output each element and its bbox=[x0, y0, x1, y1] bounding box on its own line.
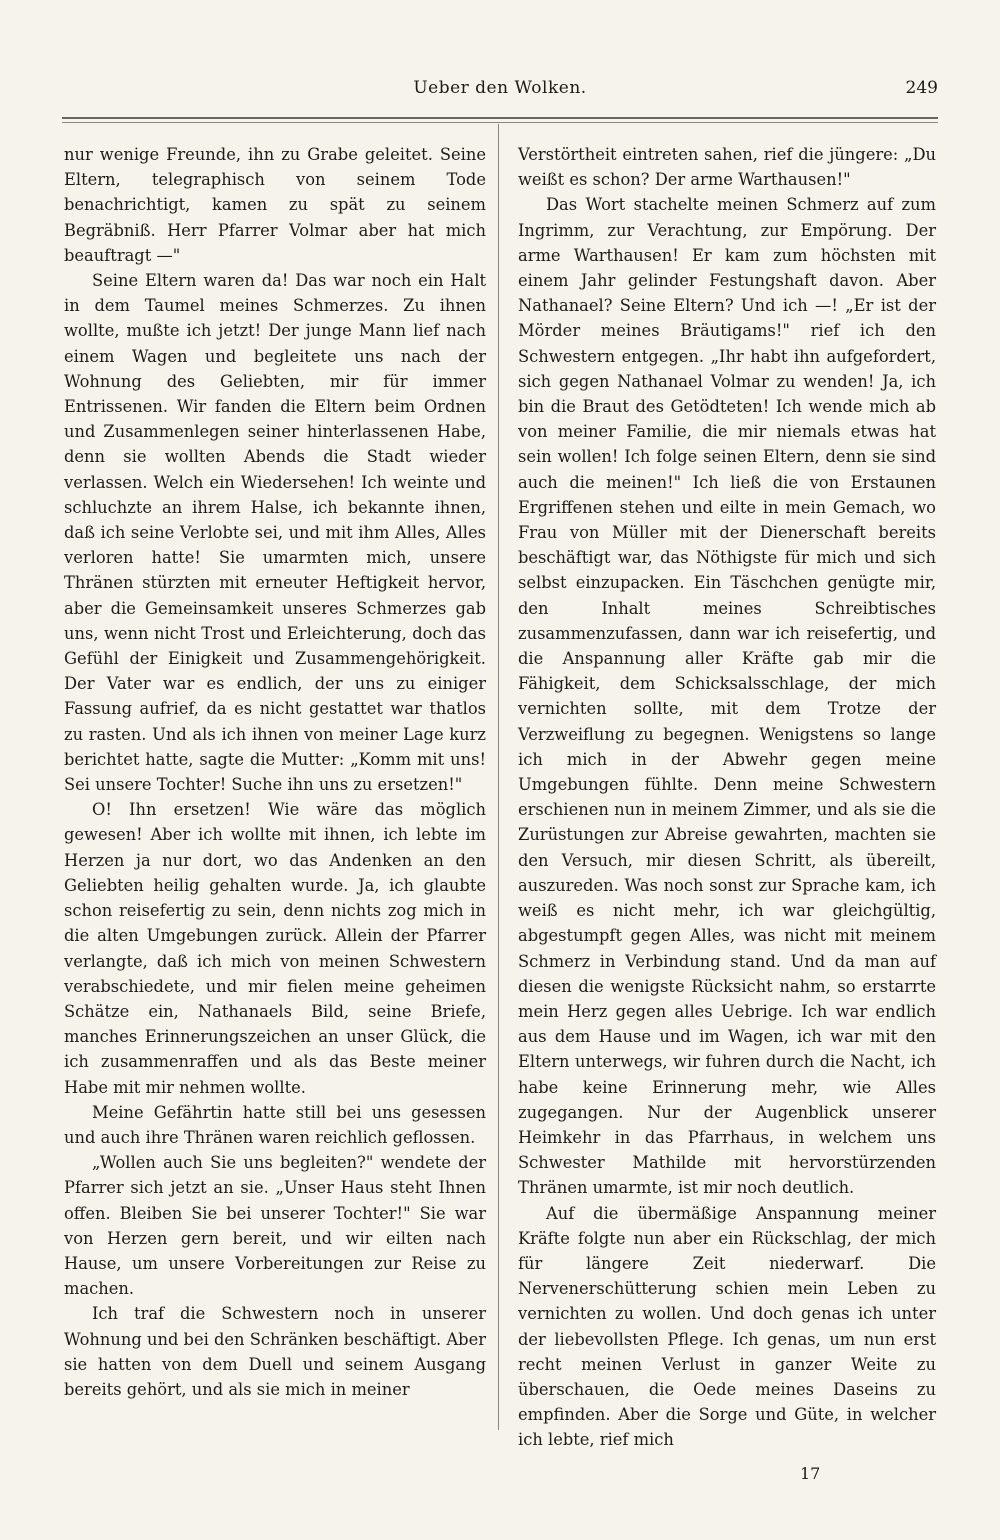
left-column bbox=[64, 142, 486, 1402]
right-column bbox=[518, 142, 936, 1453]
column-divider bbox=[498, 124, 499, 1430]
paragraph: Seine Eltern waren da! Das war noch ein Halt in dem Taumel meines Schmerzes. Zu ihnen wollte, mußte ich jetzt! Der junge Mann lief nach einem Wagen und begleitete uns nach der Wohnung des Geliebten, mir für immer Entrissenen. Wir fanden die Eltern beim Ordnen und Zusammenlegen seiner hinterlassenen Habe, denn sie wollten Abends die Stadt wieder verlassen. Welch ein Wiedersehen! Ich weinte und schluchzte an ihrem Halse, ich bekannte ihnen, daß ich seine Verlobte sei, und mit ihm Alles, Alles verloren hatte! Sie umarmten mich, unsere Thränen stürzten mit erneuter Heftigkeit hervor, aber die Gemeinsamkeit unseres Schmerzes gab uns, wenn nicht Trost und Erleichterung, doch das Gefühl der Einigkeit und Zusammengehörigkeit. Der Vater war es endlich, der uns zu einiger Fassung aufrief, da es nicht gestattet war thatlos zu rasten. Und als ich ihnen von meiner Lage kurz berichtet hatte, sagte die Mutter: „Komm mit uns! Sei unsere Tochter! Suche ihn uns zu ersetzen!" bbox=[64, 271, 486, 795]
paragraph: Ich traf die Schwestern noch in unserer Wohnung und bei den Schränken beschäftigt. Aber sie hatten von dem Duell und seinem Ausgang bereits gehört, und als sie mich in meiner bbox=[64, 1304, 487, 1399]
running-title: Ueber den Wolken. bbox=[413, 78, 587, 98]
paragraph: nur wenige Freunde, ihn zu Grabe geleitet. Seine Eltern, telegraphisch von seinem Tode benachrichtigt, kamen zu spät zu seinem Begräbniß. Herr Pfarrer Volmar aber hat mich beauftragt —" bbox=[64, 145, 486, 265]
paragraph: Das Wort stachelte meinen Schmerz auf zum Ingrimm, zur Verachtung, zur Empörung. Der arme Warthausen! Er kam zum höchsten mit einem Jahr gelinder Festungshaft davon. Aber Nathanael? Seine Eltern? Und ich —! „Er ist der Mörder meines Bräutigams!" rief ich den Schwestern entgegen. „Ihr habt ihn aufgefordert, sich gegen Nathanael Volmar zu wenden! Ja, ich bin die Braut des Getödteten! Ich wende mich ab von meiner Familie, die mir niemals etwas hat sein wollen! Ich folge seinen Eltern, denn sie sind auch die meinen!" Ich ließ die von Erstaunen Ergriffenen stehen und eilte in mein Gemach, wo Frau von Müller mit der Dienerschaft bereits beschäftigt war, das Nöthigste für mich und sich selbst einzupacken. Ein Täschchen genügte mir, den Inhalt meines Schreibtisches zusammenzufassen, dann war ich reisefertig, und die Anspannung aller Kräfte gab mir die Fähigkeit, dem Schicksalsschlage, der mich vernichten sollte, mit dem Trotze der Verzweiflung zu begegnen. Wenigstens so lange ich mich in der Abwehr gegen meine Umgebungen fühlte. Denn meine Schwestern erschienen nun in meinem Zimmer, und als sie die Zurüstungen zur Abreise gewahrten, machten sie den Versuch, mir diesen Schritt, als übereilt, auszureden. Was noch sonst zur Sprache kam, ich weiß es nicht mehr, ich war gleichgültig, abgestumpft gegen Alles, was nicht mit meinem Schmerz in Verbindung stand. Und da man auf diesen die wenigste Rücksicht nahm, so erstarrte mein Herz gegen alles Uebrige. Ich war endlich aus dem Hause und im Wagen, ich war mit den Eltern unterwegs, wir fuhren durch die Nacht, ich habe keine Erinnerung mehr, wie Alles zugegangen. Nur der Augenblick unserer Heimkehr in das Pfarrhaus, in welchem uns Schwester Mathilde mit hervorstürzenden Thränen umarmte, ist mir noch deutlich. bbox=[518, 195, 936, 1198]
paragraph: „Wollen auch Sie uns begleiten?" wendete der Pfarrer sich jetzt an sie. „Unser Haus steht Ihnen offen. Bleiben Sie bei unserer Tochter!" Sie war von Herzen gern bereit, und wir eilten nach Hause, um unsere Vorbereitungen zur Reise zu machen. bbox=[64, 1153, 486, 1299]
paragraph: Meine Gefährtin hatte still bei uns gesessen und auch ihre Thränen waren reichlich geflossen. bbox=[64, 1102, 486, 1147]
signature-mark: 17 bbox=[800, 1464, 821, 1483]
page-header bbox=[62, 74, 938, 108]
page-number: 249 bbox=[905, 78, 938, 98]
paragraph: O! Ihn ersetzen! Wie wäre das möglich gewesen! Aber ich wollte mit ihnen, ich lebte im Herzen ja nur dort, wo das Andenken an den Geliebten heilig gehalten wurde. Ja, ich glaubte schon reisefertig zu sein, denn nichts zog mich in die alten Umgebungen zurück. Allein der Pfarrer verlangte, daß ich mich von meinen Schwestern verabschiedete, und mir fielen meine geheimen Schätze ein, Nathanaels Bild, seine Briefe, manches Erinnerungszeichen an unser Glück, die ich zusammenraffen und als das Beste meiner Habe mit mir nehmen wollte. bbox=[64, 800, 486, 1097]
paragraph: Auf die übermäßige Anspannung meiner Kräfte folgte nun aber ein Rückschlag, der mich für längere Zeit niederwarf. Die Nervenerschütterung schien mein Leben zu vernichten zu wollen. Und doch genas ich unter der liebevollsten Pflege. Ich genas, um nun erst recht meinen Verlust in ganzer Weite zu überschauen, die Oede meines Daseins zu empfinden. Aber die Sorge und Güte, in welcher ich lebte, rief mich bbox=[518, 1203, 936, 1450]
header-rule bbox=[62, 117, 938, 119]
header-rule-thin bbox=[62, 122, 938, 123]
paragraph: Verstörtheit eintreten sahen, rief die jüngere: „Du weißt es schon? Der arme Warthausen!" bbox=[518, 145, 936, 190]
